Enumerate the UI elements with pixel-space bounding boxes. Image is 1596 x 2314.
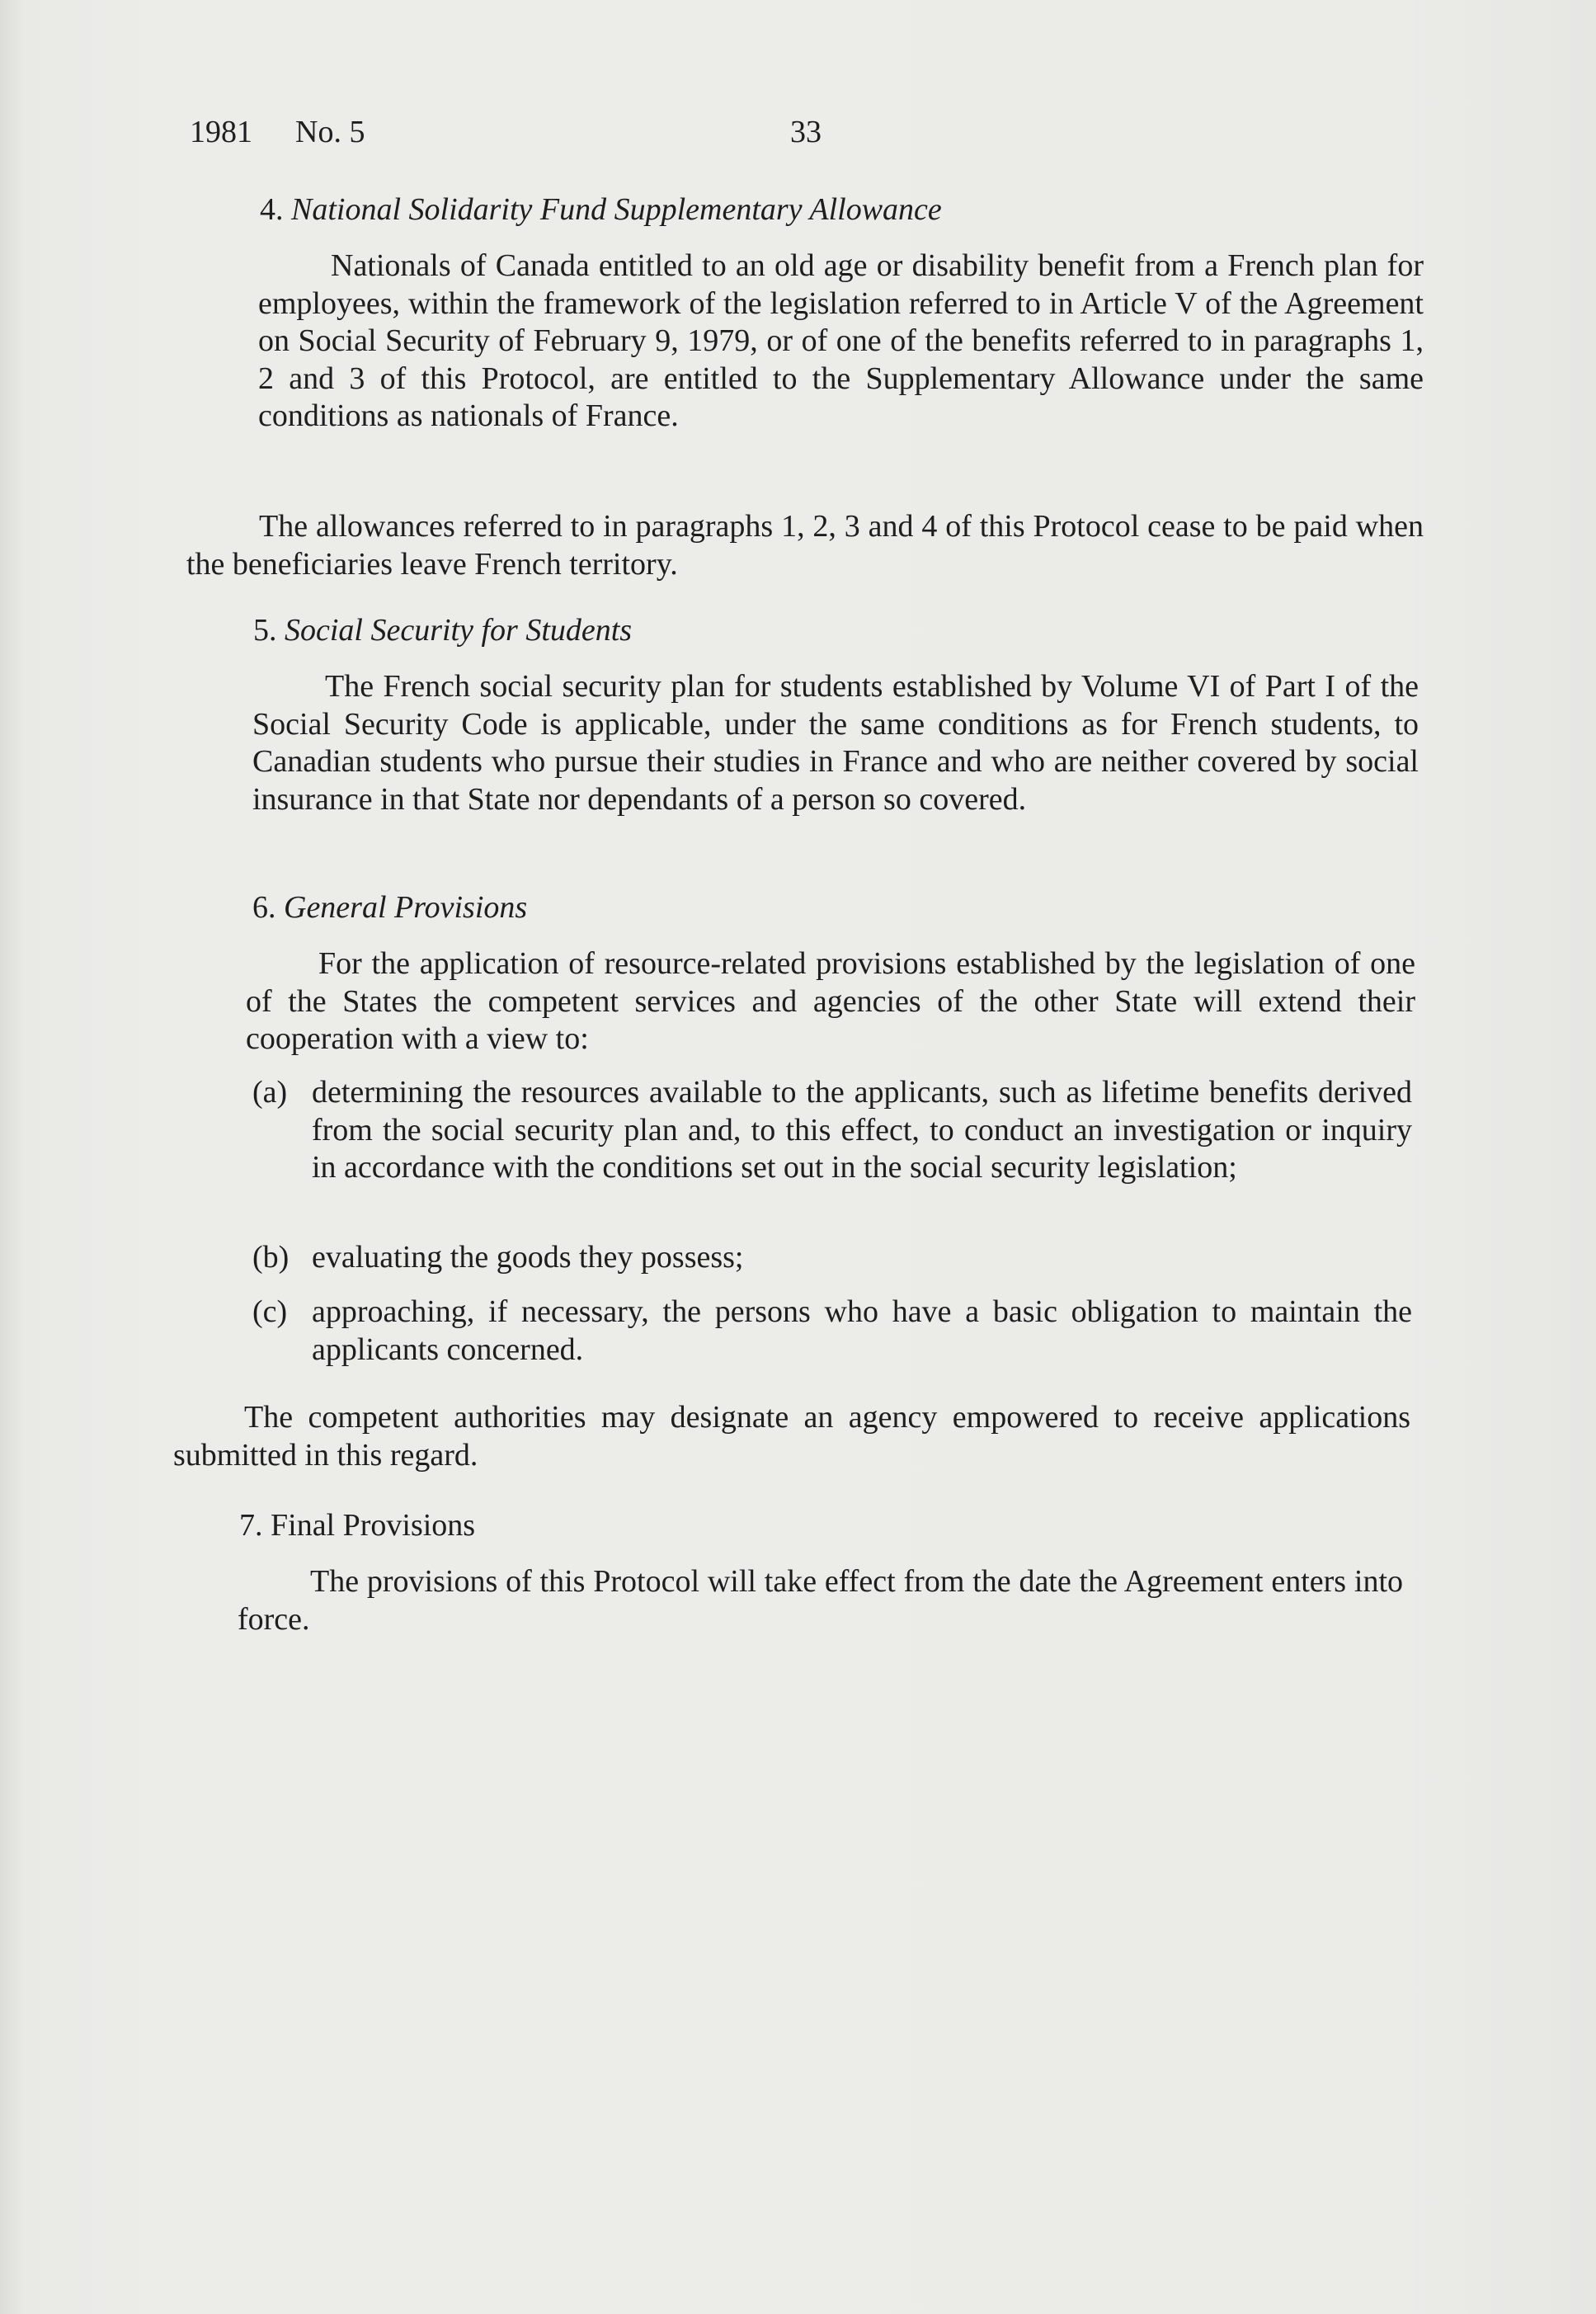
section-6-number: 6.: [252, 890, 276, 925]
list-item-text: evaluating the goods they possess;: [312, 1240, 744, 1275]
list-item-text: approaching, if necessary, the persons who have a basic obligation to maintain the applicants concerned.: [312, 1294, 1412, 1367]
section-7-title: Final Provisions: [271, 1508, 476, 1543]
section-6-paragraph-1: For the application of resource-related provisions established by the legislation of one of the States the competent services and agencies of the other State will extend their cooperation with a view to:: [246, 946, 1415, 1056]
section-4-heading: [260, 191, 942, 229]
section-6-paragraph-2: The competent authorities may designate an agency empowered to receive applications submitted in this regard.: [173, 1400, 1410, 1473]
list-item-text: determining the resources available to the applicants, such as lifetime benefits derived from the social security plan and, to this effect, to conduct an investigation or inquiry in accordance with the conditions set out in the social security legislation;: [312, 1075, 1412, 1185]
list-item-a: [252, 1074, 1412, 1224]
section-5-title: Social Security for Students: [285, 613, 633, 648]
section-5-heading: [253, 612, 632, 649]
section-6-heading: [252, 889, 527, 926]
list-item-b: [252, 1239, 1412, 1277]
list-item-marker: (c): [252, 1294, 288, 1329]
list-item-marker: (a): [252, 1075, 288, 1110]
section-4-paragraph-2: The allowances referred to in paragraphs 1, 2, 3 and 4 of this Protocol cease to be paid when the beneficiaries leave French territory.: [186, 509, 1424, 582]
header-issue-number: No. 5: [295, 115, 365, 149]
section-5-paragraph-1: The French social security plan for students established by Volume VI of Part I of the Social Security Code is applicable, under the same conditions as for French students, to Canadian students who pursue their studies in France and who are neither covered by social insurance in that State nor dependants of a person so covered.: [252, 669, 1419, 817]
section-7-number: 7.: [239, 1508, 263, 1543]
section-5-number: 5.: [253, 613, 277, 648]
list-item-marker: (b): [252, 1240, 290, 1275]
header-year: 1981: [190, 115, 252, 149]
section-7-heading: [239, 1507, 475, 1544]
section-7-paragraph-1: The provisions of this Protocol will take effect from the date the Agreement enters into force.: [238, 1564, 1403, 1637]
list-item-c: [252, 1294, 1412, 1369]
header-page-number: 33: [790, 115, 822, 149]
section-4-title: National Solidarity Fund Supplementary Allowance: [291, 192, 942, 227]
section-6-title: General Provisions: [284, 890, 528, 925]
section-4-number: 4.: [260, 192, 284, 227]
section-4-paragraph-1: Nationals of Canada entitled to an old age or disability benefit from a French plan for employees, within the framework of the legislation referred to in Article V of the Agreement on Social Security of February 9, 1979, or of one of the benefits referred to in paragraphs 1, 2 and 3 of this Protocol, are entitled to the Supplementary Allowance under the same conditions as nationals of France.: [258, 248, 1424, 433]
